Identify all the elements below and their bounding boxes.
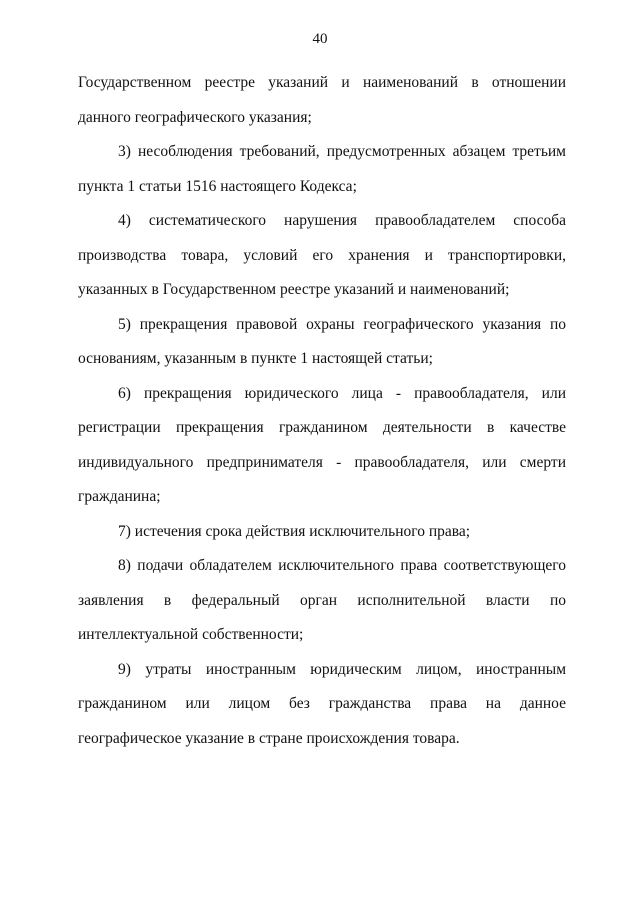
list-item-7: 7) истечения срока действия исключительного права; (118, 522, 471, 540)
paragraph-continuation: Государственном реестре указаний и наименований в отношении данного географического указания; (78, 74, 566, 126)
list-item-4: 4) систематического нарушения правообладателем способа производства товара, условий его хранения и транспортировки, указанных в Государственном реестре указаний и наименований; (78, 212, 566, 298)
list-item-5: 5) прекращения правовой охраны географического указания по основаниям, указанным в пункте 1 настоящей статьи; (78, 315, 566, 367)
page-number: 40 (312, 31, 328, 47)
list-item-9: 9) утраты иностранным юридическим лицом, иностранным гражданином или лицом без гражданства права на данное географическое указание в стране происхождения товара. (78, 660, 566, 747)
list-item-8: 8) подачи обладателем исключительного права соответствующего заявления в федеральный орган исполнительной власти по интеллектуальной собственности; (78, 557, 566, 643)
list-item-6: 6) прекращения юридического лица - правообладателя, или регистрации прекращения гражданином деятельности в качестве индивидуального предпринимателя - правообладателя, или смерти гражданина; (78, 384, 566, 505)
list-item-3: 3) несоблюдения требований, предусмотренных абзацем третьим пункта 1 статьи 1516 настоящего Кодекса; (78, 143, 566, 195)
document-body (78, 66, 566, 756)
